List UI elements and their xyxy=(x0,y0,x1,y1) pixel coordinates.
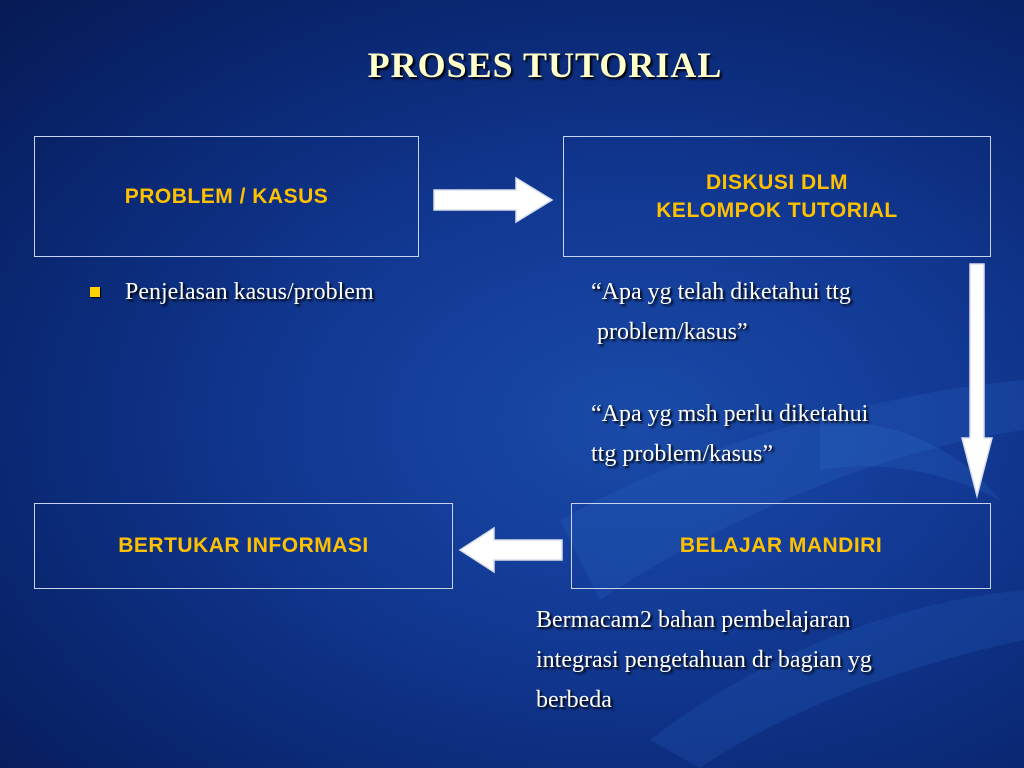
learning-materials-line: Bermacam2 bahan pembelajaran xyxy=(536,607,851,633)
diskusi-kelompok-box xyxy=(563,136,991,257)
bertukar-informasi-box xyxy=(34,503,453,589)
learning-materials-text xyxy=(536,600,872,720)
arrow-down-icon xyxy=(960,262,994,500)
belajar-mandiri-box xyxy=(571,503,991,589)
arrow-left-icon xyxy=(458,526,566,574)
bullet-text: Penjelasan kasus/problem xyxy=(125,279,374,305)
page-title: PROSES TUTORIAL xyxy=(367,45,723,85)
question-known-line: “Apa yg telah diketahui ttg xyxy=(591,279,851,305)
question-known xyxy=(591,272,851,352)
learning-materials-line: berbeda xyxy=(536,687,612,713)
question-unknown-line: ttg problem/kasus” xyxy=(591,441,773,467)
diskusi-kelompok-label: DISKUSI DLM KELOMPOK TUTORIAL xyxy=(656,171,898,222)
bullet-square-icon xyxy=(90,287,100,297)
arrow-right-icon xyxy=(432,176,556,224)
question-unknown-line: “Apa yg msh perlu diketahui xyxy=(591,401,869,427)
bertukar-informasi-label: BERTUKAR INFORMASI xyxy=(118,534,369,558)
question-unknown xyxy=(591,394,868,474)
belajar-mandiri-label: BELAJAR MANDIRI xyxy=(679,534,883,558)
learning-materials-line: integrasi pengetahuan dr bagian yg xyxy=(536,647,872,673)
problem-kasus-label: PROBLEM / KASUS xyxy=(124,184,329,208)
question-known-line: problem/kasus” xyxy=(591,319,748,345)
problem-kasus-box xyxy=(34,136,419,257)
